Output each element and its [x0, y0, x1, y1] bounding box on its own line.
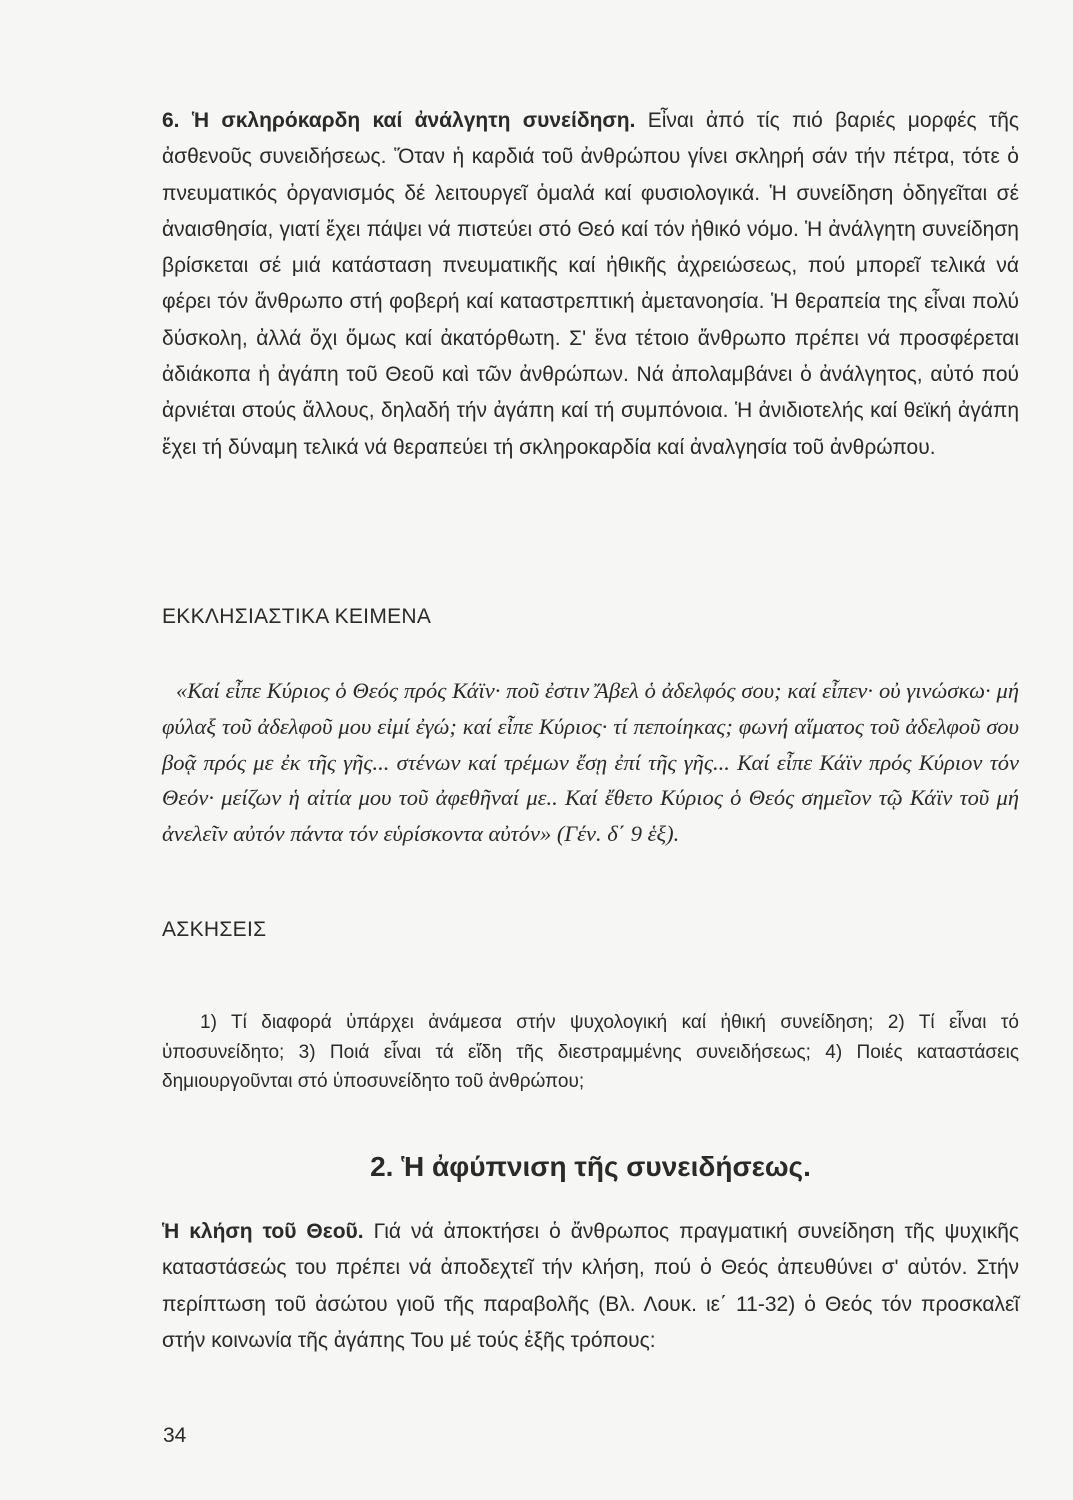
exercises-heading: ΑΣΚΗΣΕΙΣ [162, 918, 267, 941]
section-1-body: Εἶναι ἀπό τίς πιό βαριές μορφές τῆς ἀσθενοῦς συνειδήσεως. Ὅταν ἡ καρδιά τοῦ ἀνθρώπου γίνει σκληρή σάν τήν πέτρα, τότε ὁ πνευματικός ὀργανισμός δέ λειτουργεῖ ὁμαλά καί φυσιολογικά. Ἡ συνείδηση ὁδηγεῖται σέ ἀναισθησία, γιατί ἔχει πάψει νά πιστεύει στό Θεό καί τόν ἠθικό νόμο. Ἡ ἀνάλγητη συνείδηση βρίσκεται σέ μιά κατάσταση πνευματικῆς καί ἠθικῆς ἀχρειώσεως, πού μπορεῖ τελικά νά φέρει τόν ἄνθρωπο στή φοβερή καί καταστρεπτική ἀμετανοησία. Ἡ θεραπεία της εἶναι πολύ δύσκολη, ἀλλά ὄχι ὅμως καί ἀκατόρθωτη. Σ' ἕνα τέτοιο ἄνθρωπο πρέπει νά προσφέρεται ἀδιάκοπα ἡ ἀγάπη τοῦ Θεοῦ καὶ τῶν ἀνθρώπων. Νά ἀπολαμβάνει ὁ ἀνάλγητος, αὐτό πού ἀρνιέται στούς ἄλλους, δηλαδή τήν ἀγάπη καί τή συμπόνοια. Ἡ ἀνιδιοτελής καί θεϊκή ἀγάπη ἔχει τή δύναμη τελικά νά θεραπεύει τή σκληροκαρδία καί ἀναλγησία τοῦ ἀνθρώπου. [162, 109, 1019, 459]
section-1-paragraph [162, 103, 1019, 466]
exercises-body: 1) Τί διαφορά ὑπάρχει ἀνάμεσα στήν ψυχολογική καί ἠθική συνείδηση; 2) Τί εἶναι τό ὑποσυνείδητο; 3) Ποιά εἶναι τά εἴδη τῆς διεστραμμένης συνειδήσεως; 4) Ποιές καταστάσεις δημιουργοῦνται στό ὑποσυνείδητο τοῦ ἀνθρώπου; [162, 1012, 1019, 1093]
section-2-paragraph [162, 1214, 1019, 1359]
section-1-lead: 6. Ἡ σκληρόκαρδη καί ἀνάλγητη συνείδηση. [162, 109, 636, 132]
section-2-lead: Ἡ κλήση τοῦ Θεοῦ. [162, 1220, 364, 1243]
book-page [162, 103, 1019, 1352]
section-2-body: Γιά νά ἀποκτήσει ὁ ἄνθρωπος πραγματική συνείδηση τῆς ψυχικῆς καταστάσεώς του πρέπει νά ἀποδεχτεῖ τήν κλήση, πού ὁ Θεός ἀπευθύνει σ' αὐτόν. Στήν περίπτωση τοῦ ἀσώτου γιοῦ τῆς παραβολῆς (Βλ. Λουκ. ιε΄ 11-32) ὁ Θεός τόν προσκαλεῖ στήν κοινωνία τῆς ἀγάπης Του μέ τούς ἑξῆς τρόπους: [162, 1220, 1019, 1352]
scripture-quote: «Καί εἶπε Κύριος ὁ Θεός πρός Κάϊν· ποῦ ἐστιν Ἄβελ ὁ ἀδελφός σου; καί εἶπεν· οὐ γινώσκω· μή φύλαξ τοῦ ἀδελφοῦ μου εἰμί ἐγώ; καί εἶπε Κύριος· τί πεποίηκας; φωνή αἵματος τοῦ ἀδελφοῦ σου βοᾷ πρός με ἐκ τῆς γῆς... στένων καί τρέμων ἔσῃ ἐπί τῆς γῆς... Καί εἶπε Κάϊν πρός Κύριον τόν Θεόν· μείζων ἡ αἰτία μου τοῦ ἀφεθῆναί με.. Καί ἔθετο Κύριος ὁ Θεός σημεῖον τῷ Κάϊν τοῦ μή ἀνελεῖν αὐτόν πάντα τόν εὑρίσκοντα αὐτόν» (Γέν. δ΄ 9 ἑξ). [162, 678, 1019, 847]
section-2-title: 2. Ἡ ἀφύπνιση τῆς συνειδήσεως. [370, 1151, 811, 1182]
church-texts-heading: ΕΚΚΛΗΣΙΑΣΤΙΚΑ ΚΕΙΜΕΝΑ [162, 605, 432, 628]
page-number: 34 [163, 1424, 187, 1447]
